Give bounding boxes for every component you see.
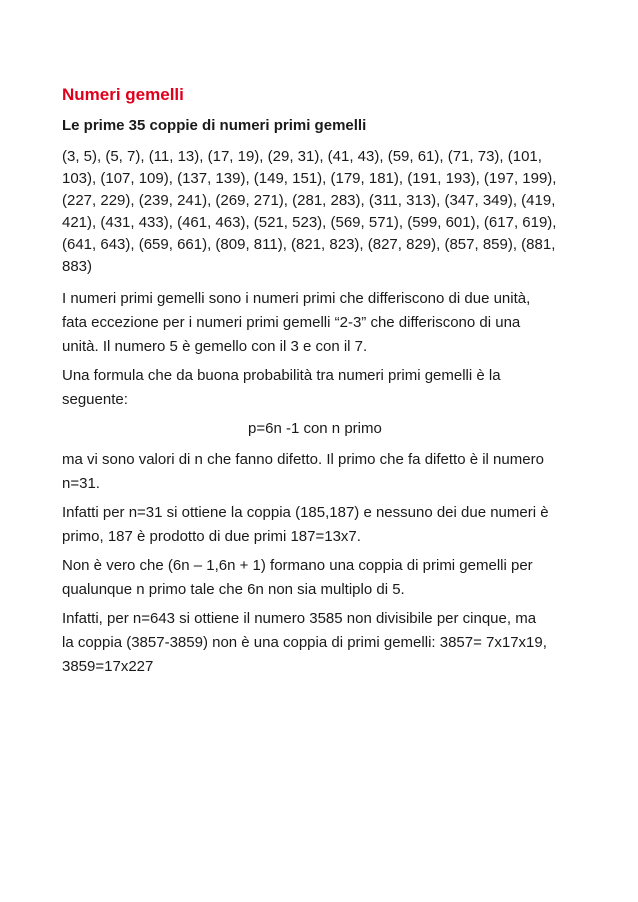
document-page [62,84,582,684]
text-line: fata eccezione per i numeri primi gemelli “2-3” che differiscono di una [62,314,521,331]
text-line: 3859=17x227 [62,658,154,675]
text-line: Non è vero che (6n – 1,6n + 1) formano una coppia di primi gemelli per [62,557,533,574]
text-line: Infatti per n=31 si ottiene la coppia (185,187) e nessuno dei due numeri è [62,504,549,521]
text-line: seguente: [62,391,128,408]
text-line: qualunque n primo tale che 6n non sia multiplo di 5. [62,581,405,598]
formula: p=6n -1 con n primo [248,420,382,437]
text-line: unità. Il numero 5 è gemello con il 3 e con il 7. [62,338,368,355]
counterexample-paragraph [62,607,582,679]
text-line: primo, 187 è prodotto di due primi 187=13x7. [62,528,361,545]
text-line: n=31. [62,475,100,492]
definition-paragraph [62,287,582,359]
twin-primes-line: 883) [62,258,93,275]
text-line: ma vi sono valori di n che fanno difetto. Il primo che fa difetto è il numero [62,451,544,468]
twin-primes-list [62,146,582,278]
exception-paragraph [62,448,582,496]
twin-primes-line: 421), (431, 433), (461, 463), (521, 523), (569, 571), (599, 601), (617, 619), [62,214,557,231]
text-line: I numeri primi gemelli sono i numeri primi che differiscono di due unità, [62,290,531,307]
claim-paragraph [62,554,582,602]
example-paragraph [62,501,582,549]
twin-primes-line: (641, 643), (659, 661), (809, 811), (821, 823), (827, 829), (857, 859), (881, [62,236,556,253]
text-line: Una formula che da buona probabilità tra numeri primi gemelli è la [62,367,501,384]
document-title: Numeri gemelli [62,85,184,104]
twin-primes-line: (227, 229), (239, 241), (269, 271), (281, 283), (311, 313), (347, 349), (419, [62,192,556,209]
text-line: Infatti, per n=643 si ottiene il numero 3585 non divisibile per cinque, ma [62,610,537,627]
text-line: la coppia (3857-3859) non è una coppia di primi gemelli: 3857= 7x17x19, [62,634,547,651]
twin-primes-line: 103), (107, 109), (137, 139), (149, 151), (179, 181), (191, 193), (197, 199), [62,170,557,187]
document-subtitle: Le prime 35 coppie di numeri primi gemelli [62,117,367,134]
twin-primes-line: (3, 5), (5, 7), (11, 13), (17, 19), (29, 31), (41, 43), (59, 61), (71, 73), (101, [62,148,542,165]
formula-intro-paragraph [62,364,582,412]
